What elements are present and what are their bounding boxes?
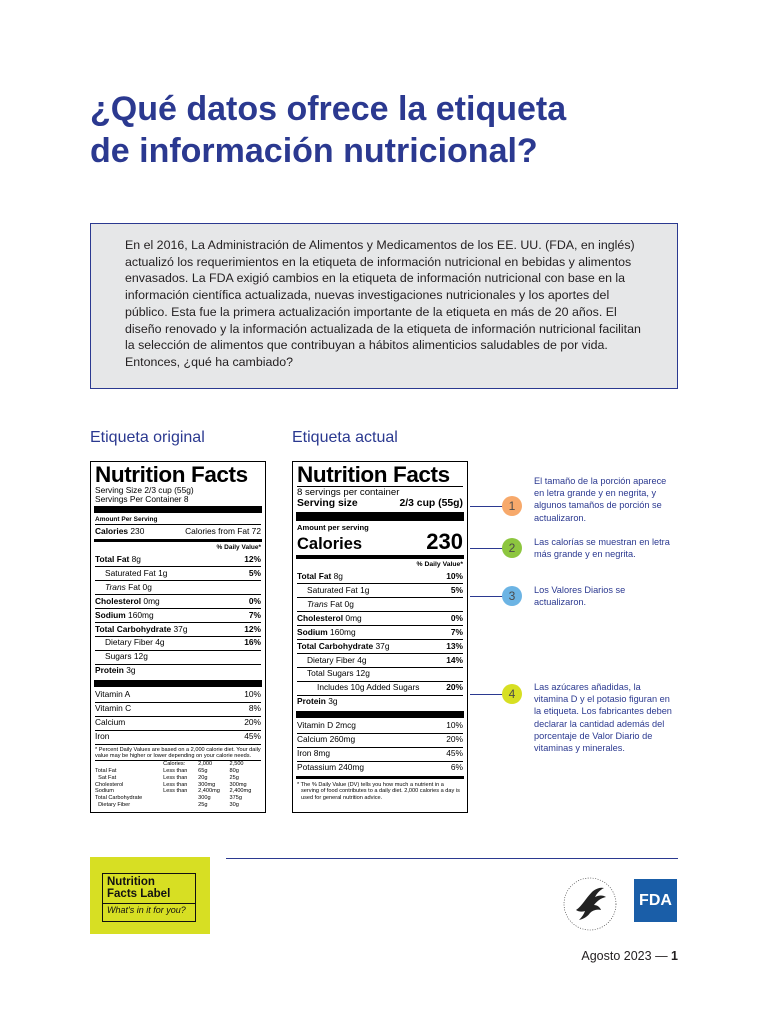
nf1-table-cell: Less than — [163, 774, 188, 781]
nf1-nutrient-dv: 0% — [248, 595, 261, 606]
nf2-serving-size-row — [297, 498, 463, 510]
original-label-heading: Etiqueta original — [90, 429, 205, 446]
nf1-calories-label: Calories — [95, 525, 129, 536]
annotation-1-badge: 1 — [502, 496, 522, 516]
nf2-nutrient-dv: 10% — [446, 570, 463, 581]
nf2-title: Nutrition Facts — [297, 462, 450, 487]
footer-date: Agosto 2023 — [581, 949, 652, 963]
nf1-nutrient-name: Sodium — [95, 609, 126, 620]
nf2-vitamin-list — [297, 720, 463, 775]
nf1-table-cell: Cholesterol — [95, 781, 124, 788]
nf1-footnote: * Percent Daily Values are based on a 2,000 calorie diet. Your daily value may be higher or lower depending on your calorie needs. — [95, 744, 261, 761]
nf1-nutrient-name: Saturated Fat — [105, 567, 156, 578]
nf2-nutrient-row — [297, 667, 463, 681]
nf2-nutrient-dv: 0% — [450, 612, 463, 623]
fda-logo: FDA — [634, 879, 677, 922]
page-number: 1 — [671, 949, 678, 963]
nf2-nutrient-name-cell — [297, 586, 369, 596]
nf2-nutrient-row — [297, 681, 463, 695]
nf2-nutrient-name: Includes 10g Added Sugars — [317, 682, 420, 693]
nf1-table-row — [95, 775, 261, 782]
nf2-nutrient-name: Saturated Fat — [307, 584, 358, 595]
nf1-table-cell: 25g — [198, 801, 208, 808]
nf2-nutrient-amount: 0mg — [345, 612, 362, 623]
nf1-table-cell: 65g — [198, 767, 208, 774]
nf1-nutrient-row — [95, 594, 261, 608]
nf2-vitamin-name: Iron 8mg — [297, 748, 331, 759]
nf2-nutrient-name: Dietary Fiber — [307, 654, 355, 665]
nf1-table-cell: 2,400mg — [198, 788, 220, 795]
nf1-vitamin-dv: 10% — [244, 689, 261, 700]
nf1-nutrient-name-cell — [95, 569, 167, 579]
nf1-nutrient-name-cell — [95, 555, 141, 565]
nf1-nutrient-name: Total Fat — [95, 553, 130, 564]
nf1-vitamin-dv: 8% — [248, 703, 261, 714]
nf1-nutrient-row — [95, 566, 261, 580]
nf1-nutrient-amount: 0mg — [143, 595, 160, 606]
nf1-vitamin-name: Calcium — [95, 717, 126, 728]
nf1-table-cell: Sodium — [95, 788, 114, 795]
nf1-table-row — [95, 788, 261, 795]
nf1-calories-fat: Calories from Fat 72 — [185, 525, 261, 536]
nf2-nutrient-dv: 20% — [446, 682, 463, 693]
nf2-nutrient-dv: 7% — [450, 626, 463, 637]
nf1-nutrient-amount: 1g — [158, 567, 168, 578]
nf1-table-cell — [95, 761, 163, 768]
nf1-table-row — [95, 802, 261, 809]
nf2-nutrient-name-cell — [297, 628, 356, 638]
nf1-table-cell: Less than — [163, 767, 188, 774]
nf2-servings: 8 servings per container — [297, 486, 463, 498]
nf1-table-cell: Less than — [163, 788, 188, 795]
nf2-nutrient-name-cell — [297, 669, 370, 679]
nf2-nutrient-row — [297, 611, 463, 625]
nf2-calories-row — [297, 529, 463, 554]
nf2-nutrient-amount: 3g — [328, 696, 338, 707]
nf1-table-row — [95, 768, 261, 775]
nf2-vitamin-row — [297, 720, 463, 733]
nf1-nutrient-name-cell — [95, 666, 136, 676]
nf1-table-cell: 300mg — [229, 781, 247, 788]
nf1-table-cell: Sat Fat — [95, 774, 117, 781]
nf1-vitamin-list — [95, 689, 261, 744]
nf1-dv-header: % Daily Value* — [216, 543, 261, 551]
nf1-vitamin-name: Vitamin C — [95, 703, 132, 714]
nf2-vitamin-dv: 20% — [446, 734, 463, 745]
nf2-nutrient-name-cell — [297, 614, 362, 624]
nf1-nutrient-name: Sugars — [105, 651, 132, 662]
nf2-amount-per-serving: Amount per serving — [297, 523, 369, 532]
nf1-nutrient-name-cell — [95, 611, 154, 621]
nf2-nutrient-name-cell — [297, 572, 343, 582]
nf1-table-row — [95, 795, 261, 802]
nf1-nutrient-row — [95, 580, 261, 594]
logo-line-1: Nutrition — [107, 876, 155, 888]
nf2-dv-header: % Daily Value* — [416, 561, 463, 568]
nf1-table-cell: 300mg — [198, 781, 216, 788]
nf1-calories-value: 230 — [130, 525, 145, 536]
intro-text: En el 2016, La Administración de Alimentos y Medicamentos de los EE. UU. (FDA, en inglés) actualizó los requerimientos en la etiqueta de información nutricional en bebidas y alimentos envasados. La FDA exigió cambios en la etiqueta de información nutricional con base en la información científica actualizada, nuevas investigaciones nutricionales y los aportes del público. Esta fue la primera actualización importante de la etiqueta en más de 20 años. El diseño renovado y la información actualizada de la etiqueta de información nutricional facilitan la selección de alimentos que contribuyan a hábitos alimenticios saludables de por vida. Entonces, ¿qué ha cambiado? — [125, 238, 641, 369]
nf2-nutrient-row — [297, 695, 463, 709]
nf1-nutrient-amount: 160mg — [128, 609, 154, 620]
nf1-vitamin-name: Vitamin A — [95, 689, 131, 700]
nf1-nutrient-dv: 12% — [244, 553, 261, 564]
nf2-vitamin-row — [297, 747, 463, 761]
annotation-2-text: Las calorías se muestran en letra más grande y en negrita. — [534, 537, 670, 560]
nf1-amount-per-serving: Amount Per Serving — [95, 516, 158, 523]
nf2-nutrient-name: Total Fat — [297, 570, 332, 581]
nf1-table-cell: Calories: — [163, 761, 186, 768]
nf1-nutrient-name: Dietary Fiber — [105, 637, 153, 648]
nf2-nutrient-dv: 5% — [450, 584, 463, 595]
nf2-nutrient-dv: 13% — [446, 640, 463, 651]
nf2-nutrient-row — [297, 639, 463, 653]
nf1-title: Nutrition Facts — [95, 462, 248, 487]
nf1-nutrient-row — [95, 664, 261, 678]
nf2-nutrient-name: Sodium — [297, 626, 328, 637]
nf1-nutrient-dv: 7% — [248, 609, 261, 620]
nf1-nutrient-row — [95, 608, 261, 622]
title-line-1: ¿Qué datos ofrece la etiqueta — [90, 90, 567, 128]
nf1-nutrient-name: Trans — [105, 581, 126, 592]
nf2-nutrient-name: Total Sugars — [307, 668, 354, 679]
nf2-nutrient-dv: 14% — [446, 654, 463, 665]
nf1-table-cell: 25g — [229, 774, 239, 781]
nf1-nutrient-name: Total Carbohydrate — [95, 623, 172, 634]
nf2-nutrient-name: Total Carbohydrate — [297, 640, 374, 651]
nf1-vitamin-row — [95, 689, 261, 702]
annotation-3-badge: 3 — [502, 586, 522, 606]
original-nutrition-label — [90, 461, 266, 813]
nf2-footnote: * The % Daily Value (DV) tells you how much a nutrient in a serving of food contributes to a daily diet. 2,000 calories a day is used for general nutrition advice. — [297, 781, 460, 802]
nf1-nutrient-dv: 5% — [248, 567, 261, 578]
nf1-nutrient-row — [95, 553, 261, 566]
nf1-table-cell: 375g — [229, 795, 242, 802]
nf2-nutrient-row — [297, 570, 463, 583]
new-label-heading: Etiqueta actual — [292, 429, 398, 446]
title-line-2: de información nutricional? — [90, 132, 538, 170]
nf1-nutrient-list — [95, 553, 261, 678]
nf2-nutrient-amount: 12g — [355, 668, 370, 679]
nf1-nutrient-dv: 16% — [244, 637, 261, 648]
nf1-vitamin-row — [95, 702, 261, 716]
nf2-nutrient-amount: 4g — [357, 654, 367, 665]
nf2-vitamin-dv: 45% — [446, 748, 463, 759]
intro-box — [90, 223, 678, 389]
nf1-nutrient-amount: 3g — [126, 665, 136, 676]
nf2-vitamin-row — [297, 733, 463, 747]
nf2-serving-size-label: Serving size — [297, 498, 358, 509]
nf1-nutrient-name-cell — [95, 583, 152, 593]
nf1-nutrient-amount: Fat 0g — [128, 581, 152, 592]
nf2-vitamin-name: Calcium 260mg — [297, 734, 356, 745]
nf2-vitamin-dv: 6% — [450, 762, 463, 773]
nf1-daily-values-table — [95, 760, 261, 809]
annotation-2-badge: 2 — [502, 538, 522, 558]
nf1-table-row — [95, 782, 261, 789]
nf2-nutrient-name-cell — [297, 656, 367, 666]
nf1-nutrient-row — [95, 636, 261, 650]
nf1-table-cell — [163, 802, 198, 809]
nf1-vitamin-row — [95, 730, 261, 744]
nf1-table-cell: Less than — [163, 781, 188, 788]
nf2-vitamin-row — [297, 761, 463, 775]
nf2-calories-value: 230 — [426, 529, 463, 554]
nf1-nutrient-amount: 8g — [131, 553, 141, 564]
nf1-table-cell: 2,000 — [198, 761, 213, 768]
nf1-table-cell: Total Carbohydrate — [95, 795, 143, 802]
nf2-nutrient-name: Trans — [307, 598, 328, 609]
nf1-calories-row — [95, 524, 261, 538]
nf2-nutrient-name: Cholesterol — [297, 612, 344, 623]
annotation-3-text: Los Valores Diarios se actualizaron. — [534, 585, 626, 608]
nf2-nutrient-name-cell — [297, 697, 338, 707]
nf2-vitamin-dv: 10% — [446, 720, 463, 731]
nf2-nutrient-name-cell — [297, 683, 419, 693]
logo-line-2: Facts Label — [107, 888, 171, 900]
nf2-nutrient-row — [297, 653, 463, 667]
nf1-nutrient-name-cell — [95, 652, 148, 662]
nf2-calories-label: Calories — [297, 535, 363, 553]
nf2-nutrient-name-cell — [297, 642, 389, 652]
nf1-nutrient-name: Cholesterol — [95, 595, 142, 606]
nf1-table-cell: 80g — [229, 767, 239, 774]
nf2-nutrient-name: Protein — [297, 696, 326, 707]
logo-tagline: What's in it for you? — [103, 903, 195, 916]
nf1-nutrient-name-cell — [95, 638, 165, 648]
page-footer: Agosto 2023 — 1 — [581, 949, 678, 963]
nf1-vitamin-dv: 20% — [244, 717, 261, 728]
annotation-4-text: Las azúcares añadidas, la vitamina D y el potasio figuran en la etiqueta. Los fabricantes deben declarar la cantidad además del porcentaje de Valor Diario de vitaminas y minerales. — [534, 682, 672, 754]
nf2-nutrient-amount: 160mg — [330, 626, 356, 637]
nf1-nutrient-amount: 4g — [155, 637, 165, 648]
nf1-nutrient-name-cell — [95, 597, 160, 607]
nf2-nutrient-amount: 1g — [360, 584, 370, 595]
nutrition-facts-label-logo — [90, 857, 210, 934]
nf1-nutrient-amount: 37g — [173, 623, 188, 634]
nf1-vitamin-row — [95, 716, 261, 730]
nf2-vitamin-name: Vitamin D 2mcg — [297, 720, 356, 731]
nf1-table-cell: Dietary Fiber — [95, 801, 131, 808]
nf1-vitamin-dv: 45% — [244, 731, 261, 742]
page-title — [90, 88, 710, 172]
nf1-nutrient-name-cell — [95, 625, 187, 635]
nf2-vitamin-name: Potassium 240mg — [297, 762, 365, 773]
nf1-nutrient-row — [95, 650, 261, 664]
nf2-nutrient-row — [297, 625, 463, 639]
nf2-nutrient-amount: 8g — [333, 570, 343, 581]
nf2-nutrient-amount: Fat 0g — [330, 598, 354, 609]
annotation-4-badge: 4 — [502, 684, 522, 704]
nf1-servings: Servings Per Container 8 — [95, 494, 189, 504]
nf1-table-cell: Total Fat — [95, 767, 117, 774]
nf1-table-cell: 2,400mg — [229, 788, 252, 795]
nf1-nutrient-dv: 12% — [244, 623, 261, 634]
nf1-table-cell: 2,500 — [229, 761, 244, 768]
nf1-table-cell: 30g — [229, 801, 239, 808]
nf1-table-header — [95, 761, 261, 768]
nf1-serving-size: Serving Size 2/3 cup (55g) — [95, 485, 194, 495]
nf1-table-cell: 300g — [198, 795, 211, 802]
nf2-serving-size-value: 2/3 cup (55g) — [399, 498, 463, 509]
new-nutrition-label — [292, 461, 468, 813]
nf2-nutrient-row — [297, 583, 463, 597]
hhs-eagle-seal-icon — [562, 876, 618, 932]
nf1-nutrient-row — [95, 622, 261, 636]
nf2-nutrient-row — [297, 597, 463, 611]
nf1-nutrient-name: Protein — [95, 665, 124, 676]
footer-divider — [226, 858, 678, 859]
nf2-nutrient-name-cell — [297, 600, 354, 610]
nf1-nutrient-amount: 12g — [133, 651, 148, 662]
nf1-table-cell — [163, 795, 198, 802]
nf1-table-cell: 20g — [198, 774, 208, 781]
nf2-nutrient-list — [297, 570, 463, 709]
nf1-vitamin-name: Iron — [95, 731, 110, 742]
annotation-1-text: El tamaño de la porción aparece en letra grande y en negrita, y algunos tamaños de porción se actualizaron. — [534, 476, 667, 523]
nf2-nutrient-amount: 37g — [375, 640, 390, 651]
